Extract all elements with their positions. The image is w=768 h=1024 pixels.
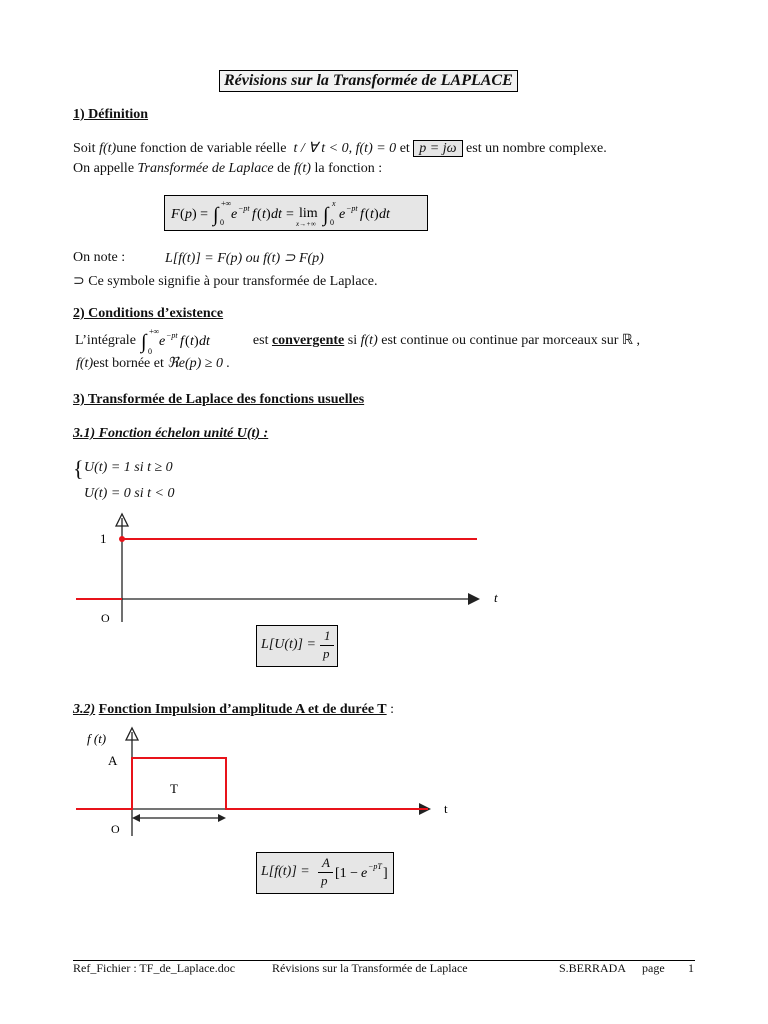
cases-brace: { xyxy=(73,456,84,481)
svg-text:0: 0 xyxy=(330,218,334,227)
g1-y-label: 1 xyxy=(100,531,107,546)
definition-line-1 xyxy=(73,140,607,157)
svg-text:F: F xyxy=(171,207,180,222)
text-on-note: On note : xyxy=(73,250,126,265)
duration-arrow-right-icon xyxy=(218,814,226,822)
svg-text:e: e xyxy=(159,334,166,349)
footer-ref: Ref_Fichier : TF_de_Laplace.doc xyxy=(73,961,236,975)
note-formula: L[f(t)] = F(p) ou f(t) ⊃ F(p) xyxy=(165,251,324,266)
section-3-1-heading: 3.1) Fonction échelon unité U(t) : xyxy=(73,426,269,441)
text-transformee-laplace: Transformée de Laplace xyxy=(137,161,274,176)
svg-text:=: = xyxy=(286,207,294,222)
section-3-heading-text: 3) Transformée de Laplace des fonctions usuelles xyxy=(73,392,365,407)
result-2-lhs: L[f(t)] = xyxy=(261,864,310,879)
text-fonction-variable: une fonction de variable réelle xyxy=(116,141,287,156)
svg-text:]: ] xyxy=(383,866,388,881)
svg-text:+∞: +∞ xyxy=(221,199,232,208)
svg-text:(: ( xyxy=(185,334,191,349)
svg-text:0: 0 xyxy=(148,347,153,356)
math-re-condition: ℜe(p) ≥ 0 . xyxy=(167,356,230,371)
text-est: est xyxy=(252,333,269,349)
result-2-den: p xyxy=(321,873,328,888)
g1-origin-label: O xyxy=(101,611,110,625)
svg-text:f: f xyxy=(360,207,364,222)
math-condition: t / ∀ t < 0, f(t) = 0 xyxy=(293,141,397,156)
svg-text:lim: lim xyxy=(299,206,318,221)
footer-title: Révisions sur la Transformée de Laplace xyxy=(272,961,468,975)
math-ft-3: f(t) xyxy=(360,333,378,349)
impulse-curve xyxy=(76,758,428,809)
text-soit: Soit xyxy=(73,141,96,156)
svg-text:dt: dt xyxy=(271,207,282,222)
result-1-box xyxy=(256,625,338,667)
section-3-2-heading xyxy=(73,702,394,718)
step-point xyxy=(119,536,125,542)
svg-text:(: ( xyxy=(180,207,185,222)
g2-dur-label: T xyxy=(170,781,178,796)
definition-line-2 xyxy=(73,161,382,177)
text-la-fonction: la fonction : xyxy=(314,161,383,176)
svg-text:t: t xyxy=(370,207,374,222)
text-bornee: est bornée et xyxy=(93,356,164,371)
svg-text:∫: ∫ xyxy=(323,204,329,226)
svg-text:dt: dt xyxy=(199,334,211,349)
section-3-2-colon: : xyxy=(390,702,395,717)
svg-text:(: ( xyxy=(257,207,262,222)
text-si: si xyxy=(347,333,358,349)
svg-text:x: x xyxy=(332,199,336,208)
svg-text:e: e xyxy=(339,207,346,222)
svg-text:t: t xyxy=(190,334,195,349)
note-line xyxy=(73,250,125,266)
section-1-heading: 1) Définition xyxy=(73,107,149,122)
svg-text:e: e xyxy=(361,866,368,881)
page-title-text: Révisions sur la Transformée de LAPLACE xyxy=(224,72,513,89)
section-2-heading: 2) Conditions d’existence xyxy=(73,306,224,321)
footer-page-label: page xyxy=(642,961,665,975)
existence-line-2 xyxy=(76,355,230,372)
result-1-num: 1 xyxy=(324,628,331,643)
svg-text:∫: ∫ xyxy=(213,204,219,226)
svg-text:−pT: −pT xyxy=(368,862,382,871)
text-on-appelle: On appelle xyxy=(73,161,135,176)
definition-formula xyxy=(165,196,427,228)
svg-text:e: e xyxy=(231,207,238,222)
math-ft-2: f(t) xyxy=(293,161,311,176)
case-1: U(t) = 1 si t ≥ 0 xyxy=(84,460,173,475)
case-2: U(t) = 0 si t < 0 xyxy=(84,486,175,501)
svg-text:−pt: −pt xyxy=(166,331,179,340)
result-2-rhs xyxy=(335,859,389,885)
existence-line-1 xyxy=(75,326,640,356)
math-ft-4: f(t) xyxy=(76,356,94,371)
section-3-2-title: Fonction Impulsion d’amplitude A et de durée T xyxy=(98,702,387,717)
footer-author: S.BERRADA xyxy=(559,961,627,975)
svg-text:+∞: +∞ xyxy=(149,327,160,336)
svg-text:f: f xyxy=(180,334,185,349)
svg-text:x→+∞: x→+∞ xyxy=(296,220,316,228)
svg-text:(: ( xyxy=(365,207,370,222)
svg-text:): ) xyxy=(266,207,271,222)
svg-text:p: p xyxy=(185,207,192,222)
svg-text:dt: dt xyxy=(379,207,390,222)
text-de: de xyxy=(277,161,291,176)
svg-text:): ) xyxy=(374,207,379,222)
text-nombre-complexe: est un nombre complexe. xyxy=(466,141,607,156)
g2-y-label: f (t) xyxy=(87,731,107,746)
text-convergente: convergente xyxy=(271,333,345,349)
integral-expression xyxy=(139,326,249,356)
text-continue: est continue ou continue par morceaux sur ℝ , xyxy=(381,333,640,349)
result-2-num: A xyxy=(322,855,330,870)
svg-text:f: f xyxy=(252,207,256,222)
step-function-graph xyxy=(70,510,510,630)
svg-text:0: 0 xyxy=(220,218,224,227)
text-integrale: L’intégrale xyxy=(75,333,136,349)
symbol-line: ⊃ Ce symbole signifie à pour transformée de Laplace. xyxy=(73,274,378,289)
g2-origin-label: O xyxy=(111,822,120,836)
g2-x-label: t xyxy=(444,801,448,816)
definition-formula-box xyxy=(164,195,428,231)
svg-text:): ) xyxy=(194,334,200,349)
footer-page-number: 1 xyxy=(688,961,694,975)
result-2-box xyxy=(256,852,394,894)
duration-arrow-left-icon xyxy=(132,814,140,822)
svg-text:[1 −: [1 − xyxy=(335,866,359,881)
page-title xyxy=(219,70,518,92)
section-3-2-num: 3.2) xyxy=(73,702,96,717)
text-et: et xyxy=(399,141,410,156)
g2-amp-label: A xyxy=(108,753,118,768)
section-3-heading xyxy=(73,392,364,408)
result-1-lhs: L[U(t)] = xyxy=(261,637,316,652)
svg-text:−pt: −pt xyxy=(346,204,358,213)
svg-text:) =: ) = xyxy=(192,207,209,222)
x-axis-arrow-icon xyxy=(468,593,480,605)
svg-text:−pt: −pt xyxy=(238,204,250,213)
svg-text:t: t xyxy=(262,207,266,222)
math-p-jw-box: p = jω xyxy=(413,140,462,157)
math-ft: f(t) xyxy=(99,141,117,156)
svg-text:∫: ∫ xyxy=(141,331,147,353)
g1-x-label: t xyxy=(494,590,498,605)
impulse-function-graph xyxy=(70,724,470,844)
result-1-den: p xyxy=(323,646,330,661)
